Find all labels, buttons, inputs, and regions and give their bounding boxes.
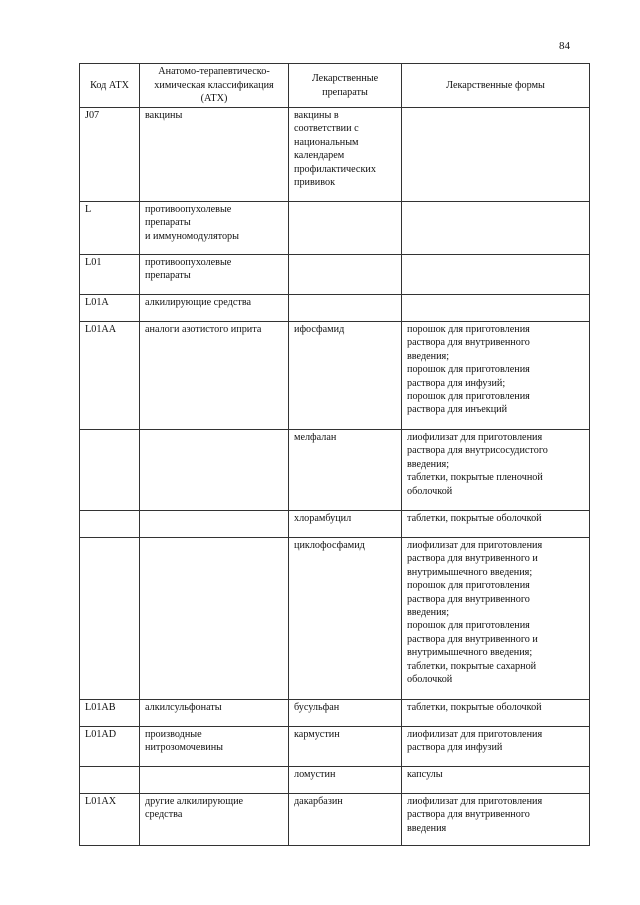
page-number: 84 bbox=[559, 40, 570, 52]
cell-form: лиофилизат для приготовления раствора для внутрисосудистого введения; таблетки, покрытые пленочной оболочкой bbox=[402, 430, 590, 511]
cell-atc bbox=[140, 430, 289, 511]
table-row bbox=[80, 700, 590, 727]
cell-drug bbox=[289, 255, 402, 295]
cell-code: L01AA bbox=[80, 322, 140, 430]
table-row bbox=[80, 255, 590, 295]
cell-atc: аналоги азотистого иприта bbox=[140, 322, 289, 430]
table-row bbox=[80, 794, 590, 846]
header-drugs: Лекарственные препараты bbox=[289, 64, 402, 108]
cell-code: L01AB bbox=[80, 700, 140, 727]
table-row bbox=[80, 430, 590, 511]
cell-code: J07 bbox=[80, 108, 140, 202]
cell-drug: вакцины в соответствии с национальным календарем профилактических прививок bbox=[289, 108, 402, 202]
cell-drug: циклофосфамид bbox=[289, 538, 402, 700]
table-header-row bbox=[80, 64, 590, 108]
cell-code: L01 bbox=[80, 255, 140, 295]
cell-atc bbox=[140, 511, 289, 538]
table-row bbox=[80, 767, 590, 794]
cell-atc: алкилирующие средства bbox=[140, 295, 289, 322]
cell-atc: алкилсульфонаты bbox=[140, 700, 289, 727]
cell-drug bbox=[289, 202, 402, 255]
cell-drug: кармустин bbox=[289, 727, 402, 767]
cell-code: L01AX bbox=[80, 794, 140, 846]
header-dosage-forms: Лекарственные формы bbox=[402, 64, 590, 108]
cell-drug bbox=[289, 295, 402, 322]
cell-form bbox=[402, 255, 590, 295]
cell-code: L bbox=[80, 202, 140, 255]
cell-code: L01A bbox=[80, 295, 140, 322]
cell-form: лиофилизат для приготовления раствора для внутривенного и внутримышечного введения; порошок для приготовления раствора для внутривенного введения; порошок для приготовления раствора для внутривенного и внутримышечного введения; таблетки, покрытые сахарной оболочкой bbox=[402, 538, 590, 700]
table-row bbox=[80, 538, 590, 700]
atc-table bbox=[79, 63, 590, 846]
table-row bbox=[80, 295, 590, 322]
cell-code bbox=[80, 767, 140, 794]
cell-atc bbox=[140, 538, 289, 700]
cell-form: таблетки, покрытые оболочкой bbox=[402, 511, 590, 538]
cell-atc: другие алкилирующие средства bbox=[140, 794, 289, 846]
cell-form bbox=[402, 108, 590, 202]
cell-drug: дакарбазин bbox=[289, 794, 402, 846]
cell-code bbox=[80, 430, 140, 511]
cell-code bbox=[80, 538, 140, 700]
cell-drug: ифосфамид bbox=[289, 322, 402, 430]
cell-atc: вакцины bbox=[140, 108, 289, 202]
table-row bbox=[80, 108, 590, 202]
cell-form bbox=[402, 295, 590, 322]
table-row bbox=[80, 322, 590, 430]
cell-form bbox=[402, 202, 590, 255]
cell-drug: хлорамбуцил bbox=[289, 511, 402, 538]
cell-atc: противоопухолевые препараты и иммуномодуляторы bbox=[140, 202, 289, 255]
table-row bbox=[80, 727, 590, 767]
header-atc-code: Код АТХ bbox=[80, 64, 140, 108]
table-row bbox=[80, 202, 590, 255]
header-atc-classification: Анатомо-терапевтическо-химическая классификация (АТХ) bbox=[140, 64, 289, 108]
cell-drug: мелфалан bbox=[289, 430, 402, 511]
cell-form: лиофилизат для приготовления раствора для внутривенного введения bbox=[402, 794, 590, 846]
table-row bbox=[80, 511, 590, 538]
cell-atc bbox=[140, 767, 289, 794]
cell-form: капсулы bbox=[402, 767, 590, 794]
cell-code: L01AD bbox=[80, 727, 140, 767]
cell-drug: ломустин bbox=[289, 767, 402, 794]
cell-form: лиофилизат для приготовления раствора для инфузий bbox=[402, 727, 590, 767]
cell-atc: противоопухолевые препараты bbox=[140, 255, 289, 295]
cell-form: порошок для приготовления раствора для внутривенного введения; порошок для приготовления раствора для инфузий; порошок для приготовления раствора для инъекций bbox=[402, 322, 590, 430]
cell-form: таблетки, покрытые оболочкой bbox=[402, 700, 590, 727]
cell-code bbox=[80, 511, 140, 538]
cell-drug: бусульфан bbox=[289, 700, 402, 727]
cell-atc: производные нитрозомочевины bbox=[140, 727, 289, 767]
